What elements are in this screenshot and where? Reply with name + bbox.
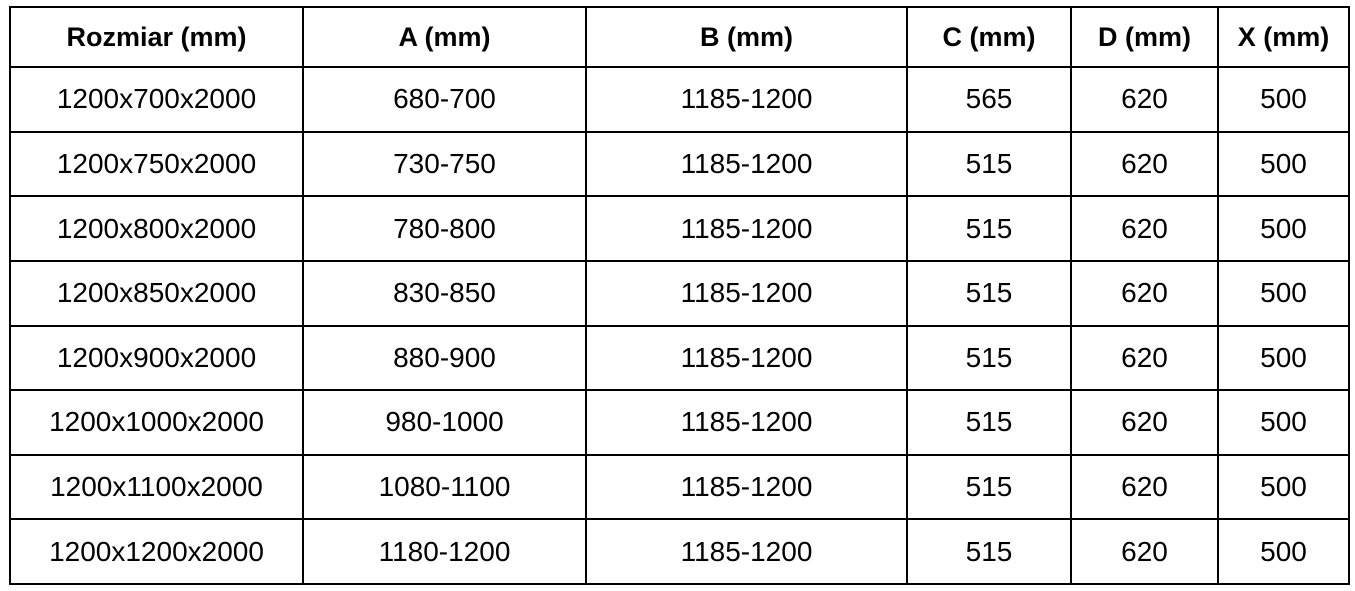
table-row [10,67,1349,132]
cell-c: 515 [907,132,1071,197]
cell-b: 1185-1200 [586,519,907,584]
cell-b: 1185-1200 [586,326,907,391]
cell-b: 1185-1200 [586,390,907,455]
cell-rozmiar: 1200x1100x2000 [10,455,303,520]
cell-a: 980-1000 [303,390,586,455]
cell-rozmiar: 1200x800x2000 [10,196,303,261]
cell-c: 515 [907,196,1071,261]
table-row [10,261,1349,326]
cell-x: 500 [1218,326,1349,391]
cell-c: 565 [907,67,1071,132]
table-row [10,132,1349,197]
cell-rozmiar: 1200x900x2000 [10,326,303,391]
size-table-container [9,6,1348,585]
table-row [10,519,1349,584]
cell-x: 500 [1218,132,1349,197]
cell-rozmiar: 1200x1000x2000 [10,390,303,455]
column-header-c: C (mm) [907,7,1071,67]
cell-x: 500 [1218,390,1349,455]
column-header-d: D (mm) [1071,7,1218,67]
cell-c: 515 [907,326,1071,391]
cell-b: 1185-1200 [586,196,907,261]
column-header-a: A (mm) [303,7,586,67]
cell-d: 620 [1071,455,1218,520]
cell-b: 1185-1200 [586,67,907,132]
cell-b: 1185-1200 [586,261,907,326]
cell-a: 730-750 [303,132,586,197]
cell-x: 500 [1218,519,1349,584]
table-row [10,390,1349,455]
table-row [10,455,1349,520]
cell-d: 620 [1071,326,1218,391]
cell-rozmiar: 1200x850x2000 [10,261,303,326]
cell-x: 500 [1218,261,1349,326]
table-row [10,196,1349,261]
cell-c: 515 [907,390,1071,455]
cell-a: 830-850 [303,261,586,326]
cell-rozmiar: 1200x750x2000 [10,132,303,197]
cell-rozmiar: 1200x1200x2000 [10,519,303,584]
cell-c: 515 [907,519,1071,584]
cell-c: 515 [907,261,1071,326]
header-row [10,7,1349,67]
cell-rozmiar: 1200x700x2000 [10,67,303,132]
cell-a: 680-700 [303,67,586,132]
cell-a: 880-900 [303,326,586,391]
cell-x: 500 [1218,196,1349,261]
column-header-x: X (mm) [1218,7,1349,67]
cell-a: 1180-1200 [303,519,586,584]
cell-b: 1185-1200 [586,132,907,197]
cell-x: 500 [1218,67,1349,132]
cell-b: 1185-1200 [586,455,907,520]
cell-d: 620 [1071,519,1218,584]
cell-d: 620 [1071,196,1218,261]
cell-a: 1080-1100 [303,455,586,520]
table-row [10,326,1349,391]
cell-c: 515 [907,455,1071,520]
cell-a: 780-800 [303,196,586,261]
size-table [9,6,1350,585]
column-header-b: B (mm) [586,7,907,67]
column-header-rozmiar: Rozmiar (mm) [10,7,303,67]
cell-d: 620 [1071,261,1218,326]
cell-d: 620 [1071,67,1218,132]
cell-x: 500 [1218,455,1349,520]
cell-d: 620 [1071,132,1218,197]
cell-d: 620 [1071,390,1218,455]
